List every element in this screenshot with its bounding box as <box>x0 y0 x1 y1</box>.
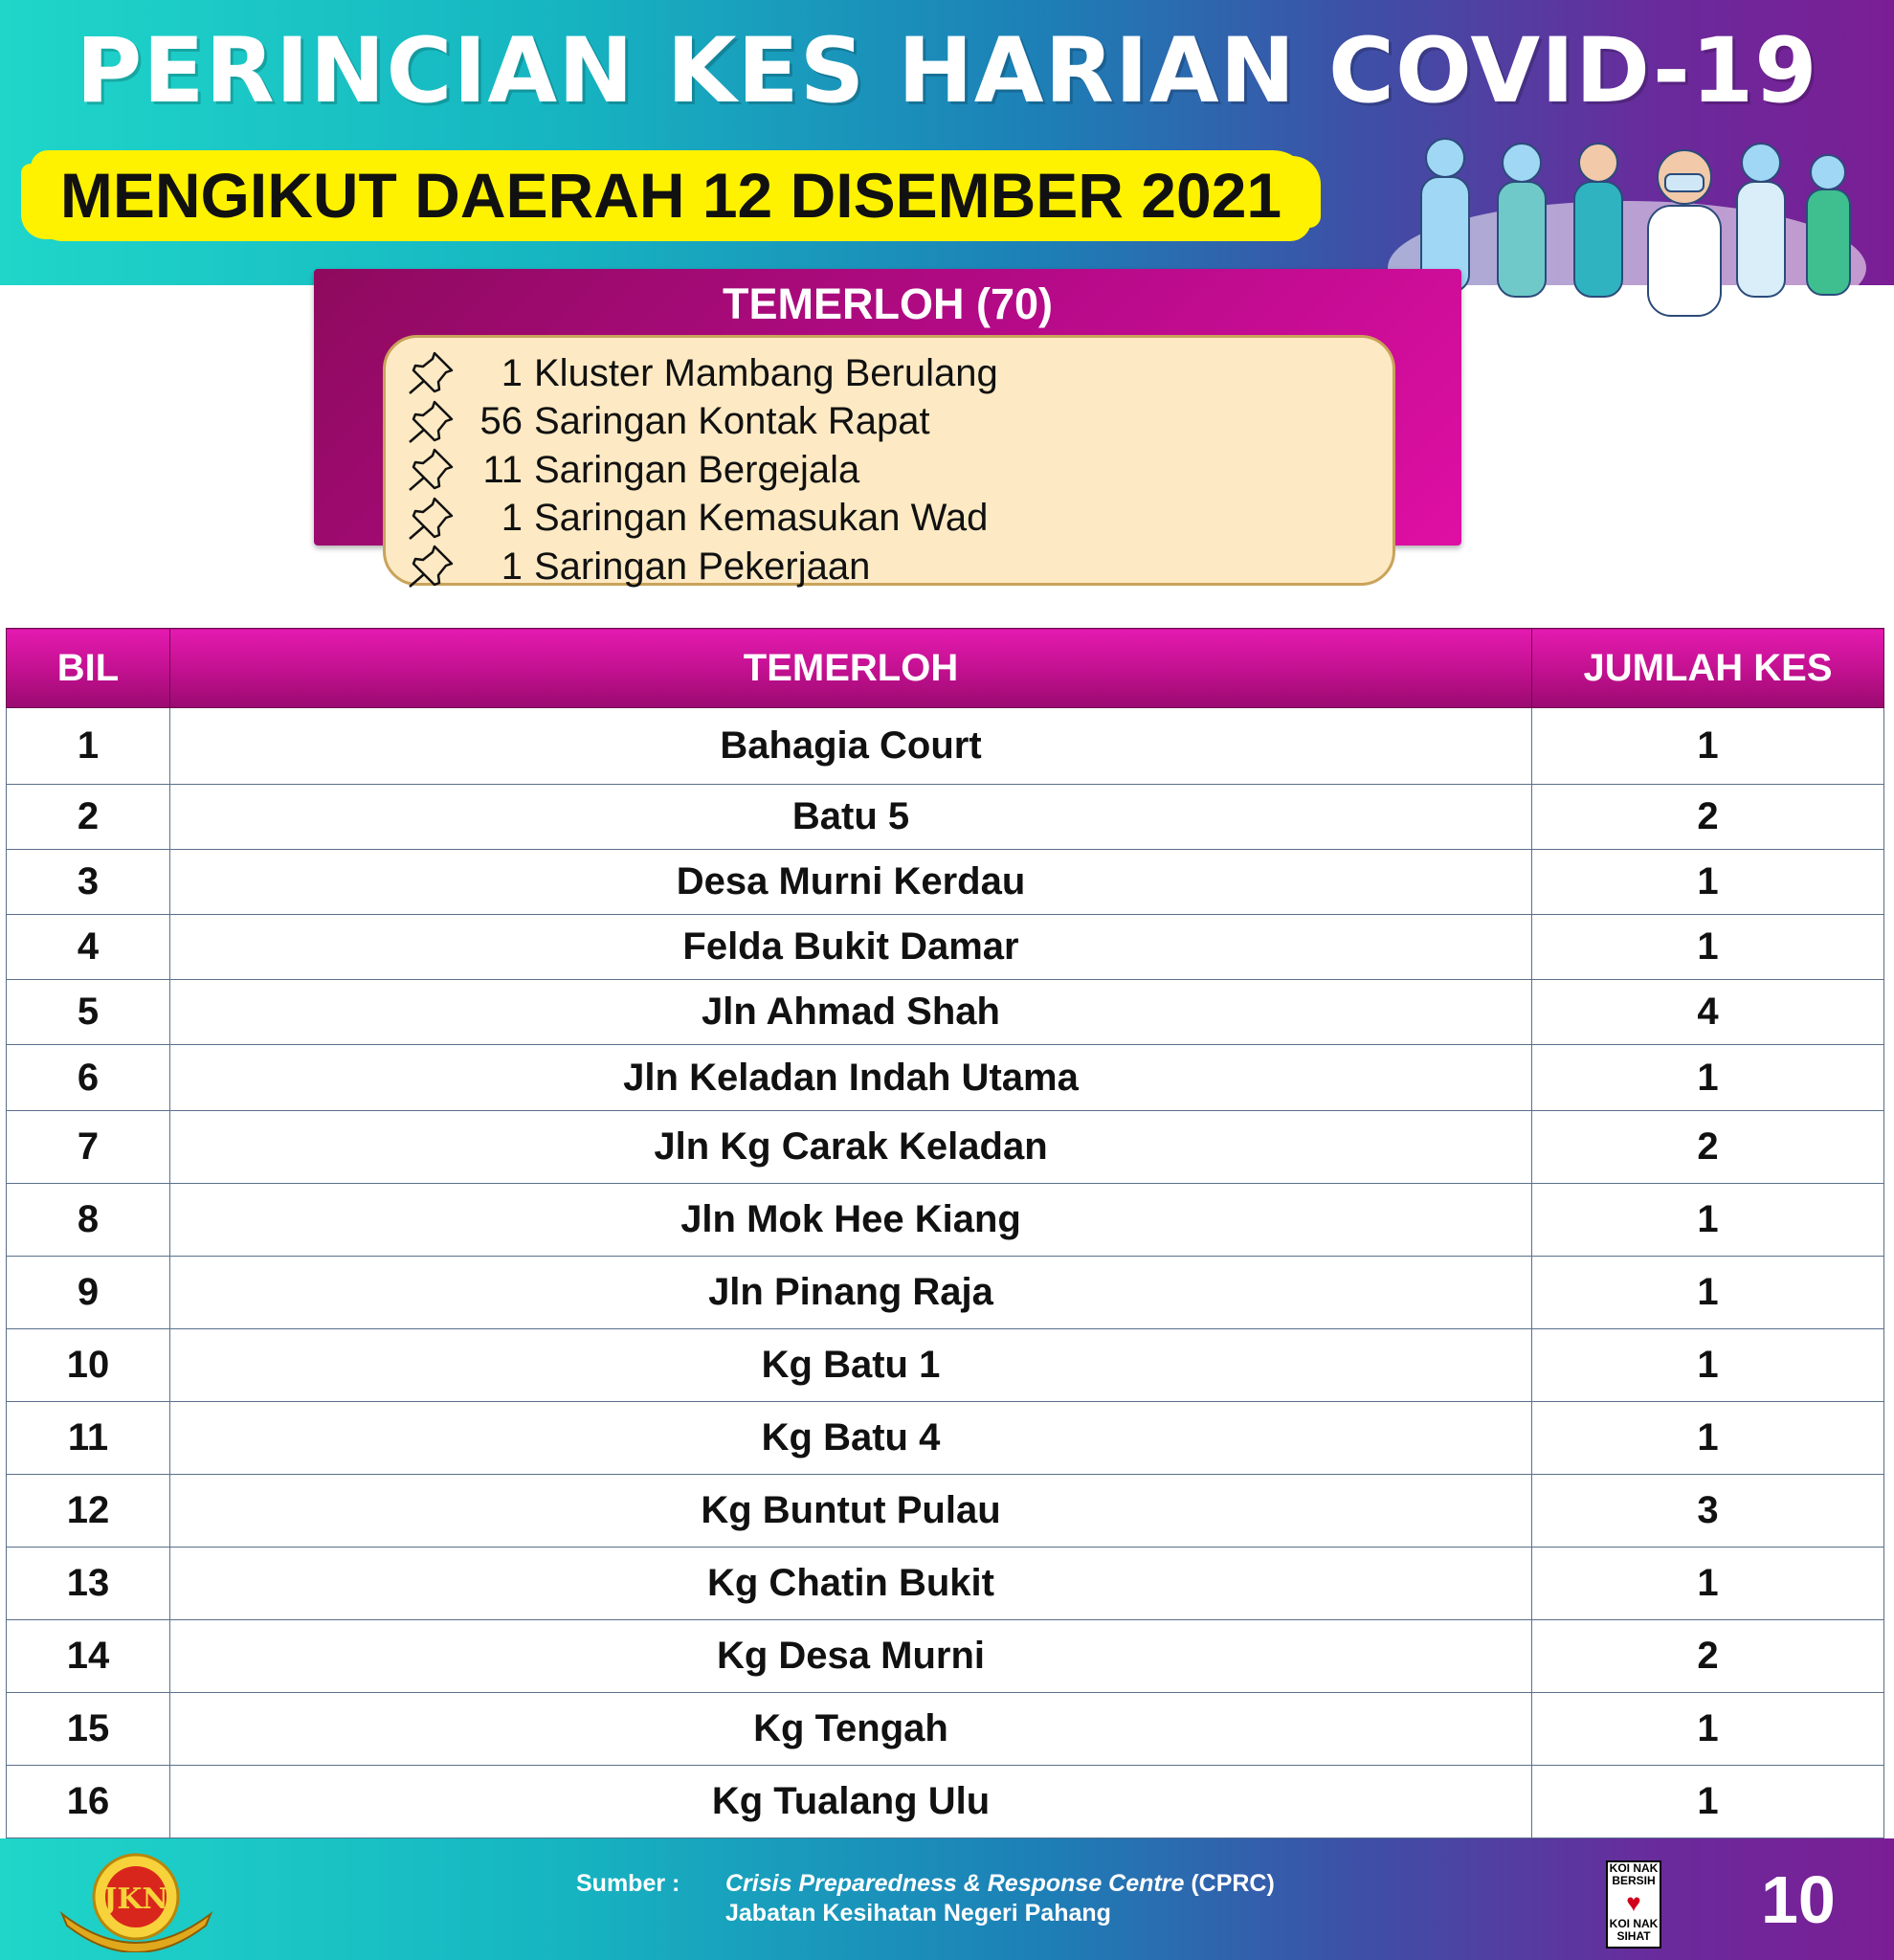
page-title: PERINCIAN KES HARIAN COVID-19 <box>76 19 1818 123</box>
header-total-cases: JUMLAH KES <box>1532 629 1884 708</box>
cell-total-cases: 1 <box>1532 915 1884 980</box>
cell-bil: 13 <box>7 1548 170 1620</box>
table-header-row <box>7 629 1884 708</box>
table-row <box>7 1402 1884 1475</box>
cell-bil: 8 <box>7 1184 170 1257</box>
cell-bil: 1 <box>7 708 170 785</box>
pushpin-icon <box>406 398 456 446</box>
cell-total-cases: 3 <box>1532 1475 1884 1548</box>
koi-nak-sihat-logo <box>1606 1860 1661 1949</box>
cell-total-cases: 1 <box>1532 1329 1884 1402</box>
koi-bottom-text: KOI NAK SIHAT <box>1609 1917 1659 1943</box>
table-row <box>7 1111 1884 1184</box>
table-row <box>7 1766 1884 1838</box>
summary-count: 56 <box>479 400 523 443</box>
table-row <box>7 1693 1884 1766</box>
cell-location: Jln Keladan Indah Utama <box>170 1045 1532 1111</box>
table-row <box>7 980 1884 1045</box>
cell-location: Felda Bukit Damar <box>170 915 1532 980</box>
page-subtitle: MENGIKUT DAERAH 12 DISEMBER 2021 <box>59 160 1282 231</box>
summary-item <box>406 349 998 398</box>
cell-bil: 9 <box>7 1257 170 1329</box>
pushpin-icon <box>406 446 456 494</box>
summary-label: Saringan Kemasukan Wad <box>534 497 989 540</box>
cell-bil: 2 <box>7 785 170 850</box>
summary-count: 1 <box>501 545 523 588</box>
cell-bil: 11 <box>7 1402 170 1475</box>
pushpin-icon <box>406 349 456 397</box>
cell-bil: 15 <box>7 1693 170 1766</box>
table-row <box>7 1475 1884 1548</box>
table-row <box>7 850 1884 915</box>
summary-list <box>406 349 998 591</box>
cell-total-cases: 1 <box>1532 1766 1884 1838</box>
summary-item <box>406 446 998 495</box>
pushpin-icon <box>406 543 456 590</box>
table-row <box>7 1045 1884 1111</box>
summary-count: 11 <box>482 448 523 491</box>
cell-location: Kg Desa Murni <box>170 1620 1532 1693</box>
header-location: TEMERLOH <box>170 629 1532 708</box>
cell-total-cases: 4 <box>1532 980 1884 1045</box>
cell-total-cases: 1 <box>1532 1184 1884 1257</box>
cell-location: Desa Murni Kerdau <box>170 850 1532 915</box>
summary-item <box>406 495 998 544</box>
table-row <box>7 1620 1884 1693</box>
cell-total-cases: 1 <box>1532 850 1884 915</box>
table-row <box>7 1184 1884 1257</box>
cell-total-cases: 1 <box>1532 1045 1884 1111</box>
cell-total-cases: 1 <box>1532 1548 1884 1620</box>
cell-location: Kg Batu 1 <box>170 1329 1532 1402</box>
table-row <box>7 915 1884 980</box>
summary-label: Saringan Bergejala <box>534 448 860 491</box>
header-bil: BIL <box>7 629 170 708</box>
page-number: 10 <box>1761 1862 1836 1937</box>
summary-item <box>406 398 998 447</box>
pushpin-icon <box>406 495 456 543</box>
source-label: Sumber : <box>576 1870 680 1897</box>
source-abbreviation: (CPRC) <box>1191 1870 1275 1897</box>
koi-top-text: KOI NAK BERSIH <box>1609 1861 1659 1887</box>
cell-total-cases: 1 <box>1532 1257 1884 1329</box>
cell-total-cases: 2 <box>1532 785 1884 850</box>
cell-bil: 3 <box>7 850 170 915</box>
cell-bil: 7 <box>7 1111 170 1184</box>
source-organization: Crisis Preparedness & Response Centre <box>725 1870 1185 1897</box>
cell-bil: 16 <box>7 1766 170 1838</box>
cell-total-cases: 1 <box>1532 1402 1884 1475</box>
cell-bil: 5 <box>7 980 170 1045</box>
cell-bil: 14 <box>7 1620 170 1693</box>
table-row <box>7 785 1884 850</box>
cell-location: Kg Chatin Bukit <box>170 1548 1532 1620</box>
svg-text:JKN: JKN <box>103 1882 168 1916</box>
cell-location: Jln Mok Hee Kiang <box>170 1184 1532 1257</box>
cell-bil: 4 <box>7 915 170 980</box>
summary-count: 1 <box>501 497 523 540</box>
cell-location: Kg Batu 4 <box>170 1402 1532 1475</box>
cell-location: Kg Tengah <box>170 1693 1532 1766</box>
table-row <box>7 1548 1884 1620</box>
heart-icon: ♥ <box>1626 1888 1641 1917</box>
source-line-2: Jabatan Kesihatan Negeri Pahang <box>725 1900 1111 1927</box>
cell-location: Batu 5 <box>170 785 1532 850</box>
summary-label: Saringan Pekerjaan <box>534 545 871 588</box>
cases-table <box>6 628 1883 1838</box>
summary-label: Kluster Mambang Berulang <box>534 351 998 394</box>
table-row <box>7 708 1884 785</box>
cell-total-cases: 2 <box>1532 1111 1884 1184</box>
cell-total-cases: 1 <box>1532 1693 1884 1766</box>
cell-total-cases: 2 <box>1532 1620 1884 1693</box>
summary-label: Saringan Kontak Rapat <box>534 400 930 443</box>
table-row <box>7 1257 1884 1329</box>
cell-location: Kg Buntut Pulau <box>170 1475 1532 1548</box>
jkn-logo <box>53 1847 220 1952</box>
cell-bil: 10 <box>7 1329 170 1402</box>
cell-bil: 12 <box>7 1475 170 1548</box>
cell-location: Jln Pinang Raja <box>170 1257 1532 1329</box>
cell-location: Bahagia Court <box>170 708 1532 785</box>
cell-location: Jln Ahmad Shah <box>170 980 1532 1045</box>
cell-location: Jln Kg Carak Keladan <box>170 1111 1532 1184</box>
summary-count: 1 <box>501 351 523 394</box>
cell-location: Kg Tualang Ulu <box>170 1766 1532 1838</box>
cell-bil: 6 <box>7 1045 170 1111</box>
source-line-1 <box>725 1870 1275 1898</box>
table-row <box>7 1329 1884 1402</box>
district-title: TEMERLOH (70) <box>722 279 1053 328</box>
summary-item <box>406 543 998 591</box>
cell-total-cases: 1 <box>1532 708 1884 785</box>
